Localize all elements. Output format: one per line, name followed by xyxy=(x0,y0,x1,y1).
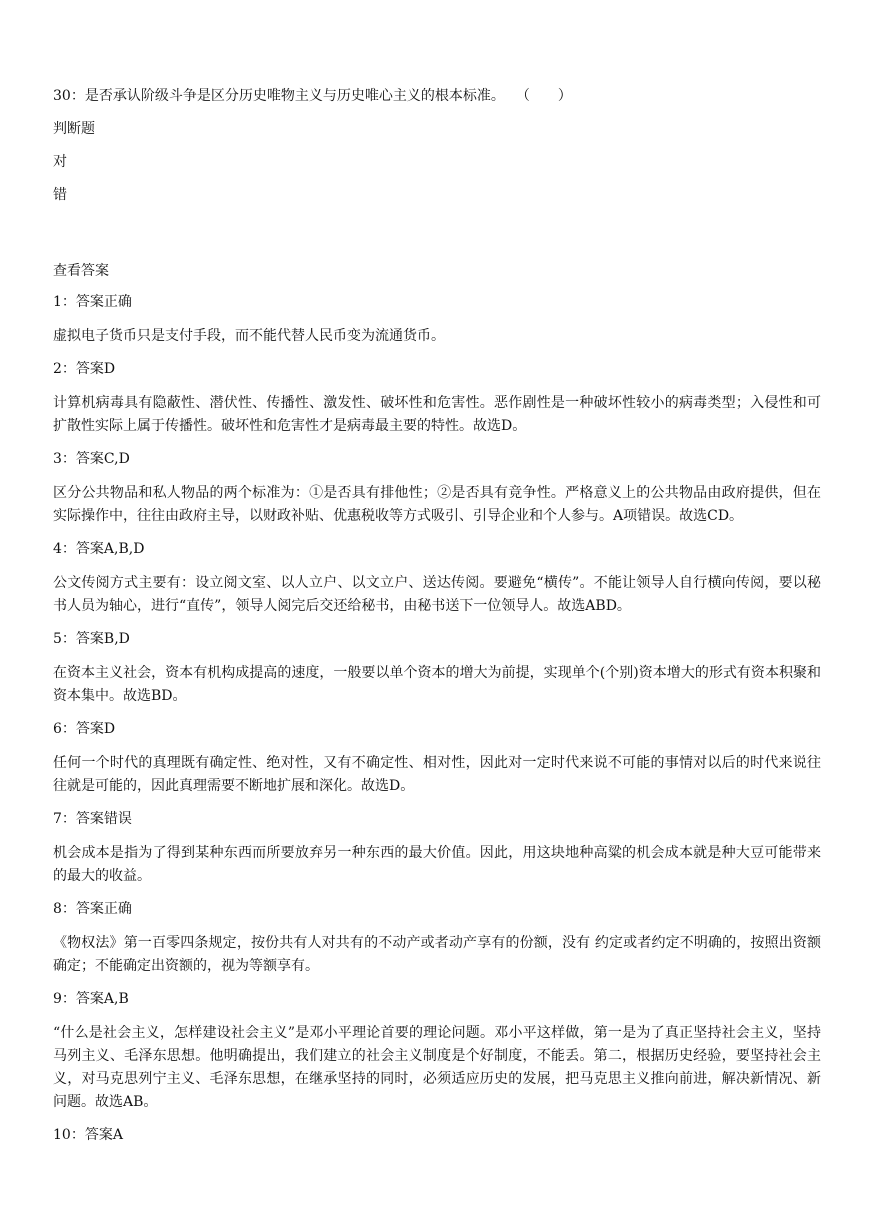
answer-label: 8：答案正确 xyxy=(53,901,132,917)
answer-label: 3：答案C,D xyxy=(53,451,130,467)
answer-label: 4：答案A,B,D xyxy=(53,541,145,557)
answer-explanation: 公文传阅方式主要有：设立阅文室、以人立户、以文立户、送达传阅。要避免“横传”。不能让领导人自行横向传阅，要以秘书人员为轴心，进行“直传”，领导人阅完后交还给秘书，由秘书送下一位领导人。故选ABD。 xyxy=(53,575,821,614)
answer-label: 10：答案A xyxy=(53,1127,123,1143)
view-answers-heading[interactable]: 查看答案 xyxy=(53,263,109,279)
answer-explanation: 虚拟电子货币只是支付手段，而不能代替人民币变为流通货币。 xyxy=(53,328,445,344)
answer-explanation: 《物权法》第一百零四条规定，按份共有人对共有的不动产或者动产享有的份额，没有 约定或者约定不明确的，按照出资额确定；不能确定出资额的，视为等额享有。 xyxy=(53,935,821,974)
answer-explanation: 区分公共物品和私人物品的两个标准为：①是否具有排他性；②是否具有竞争性。严格意义上的公共物品由政府提供，但在实际操作中，往往由政府主导，以财政补贴、优惠税收等方式吸引、引导企业和个人参与。A项错误。故选CD。 xyxy=(53,485,821,524)
answer-explanation: 机会成本是指为了得到某种东西而所要放弃另一种东西的最大价值。因此，用这块地种高粱的机会成本就是种大豆可能带来的最大的收益。 xyxy=(53,845,821,884)
answer-label: 6：答案D xyxy=(53,721,116,737)
answer-explanation: 计算机病毒具有隐蔽性、潜伏性、传播性、激发性、破坏性和危害性。恶作剧性是一种破坏性较小的病毒类型；入侵性和可扩散性实际上属于传播性。破坏性和危害性才是病毒最主要的特性。故选D。 xyxy=(53,395,821,434)
answer-label: 9：答案A,B xyxy=(53,991,129,1007)
answer-explanation: 在资本主义社会，资本有机构成提高的速度，一般要以单个资本的增大为前提，实现单个(个别)资本增大的形式有资本积聚和资本集中。故选BD。 xyxy=(53,665,821,704)
question-text: 是否承认阶级斗争是区分历史唯物主义与历史唯心主义的根本标准。 xyxy=(84,88,505,104)
question-30 xyxy=(53,86,821,106)
option-true[interactable]: 对 xyxy=(53,154,67,170)
answer-explanation: “什么是社会主义，怎样建设社会主义”是邓小平理论首要的理论问题。邓小平这样做，第一是为了真正坚持社会主义，坚持马列主义、毛泽东思想。他明确提出，我们建立的社会主义制度是个好制度，不能丢。第二，根据历史经验，要坚持社会主义，对马克思列宁主义、毛泽东思想，在继承坚持的同时，必须适应历史的发展，把马克思主义推向前进，解决新情况、新问题。故选AB。 xyxy=(53,1025,821,1110)
answer-label: 1：答案正确 xyxy=(53,294,132,310)
question-number: 30： xyxy=(53,88,85,104)
question-type: 判断题 xyxy=(53,121,95,137)
answer-label: 2：答案D xyxy=(53,361,116,377)
answer-label: 5：答案B,D xyxy=(53,631,130,647)
answer-paren: （ ） xyxy=(522,88,572,104)
document-page xyxy=(53,86,821,1145)
option-false[interactable]: 错 xyxy=(53,187,67,203)
answer-label: 7：答案错误 xyxy=(53,811,132,827)
answer-explanation: 任何一个时代的真理既有确定性、绝对性，又有不确定性、相对性，因此对一定时代来说不可能的事情对以后的时代来说往往就是可能的，因此真理需要不断地扩展和深化。故选D。 xyxy=(53,755,821,794)
